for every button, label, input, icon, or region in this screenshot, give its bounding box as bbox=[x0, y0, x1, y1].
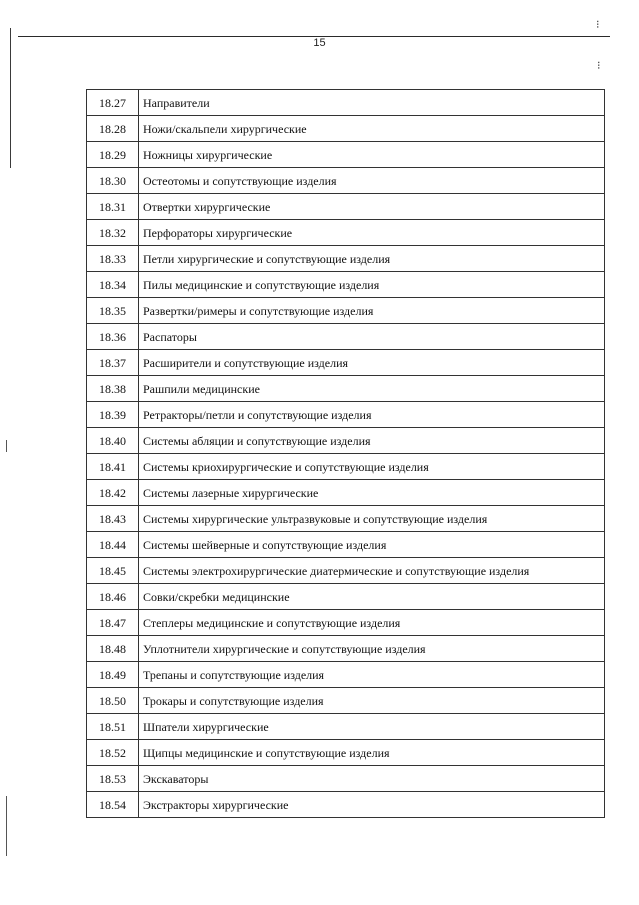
table-row bbox=[87, 168, 605, 194]
table-row bbox=[87, 480, 605, 506]
item-name: Системы шейверные и сопутствующие изделия bbox=[139, 532, 605, 558]
item-code: 18.38 bbox=[87, 376, 139, 402]
item-code: 18.48 bbox=[87, 636, 139, 662]
table-row bbox=[87, 558, 605, 584]
table-row bbox=[87, 636, 605, 662]
item-name: Ножницы хирургические bbox=[139, 142, 605, 168]
item-code: 18.30 bbox=[87, 168, 139, 194]
item-name: Направители bbox=[139, 90, 605, 116]
item-code: 18.51 bbox=[87, 714, 139, 740]
scan-mark: ⁝ bbox=[597, 60, 601, 72]
item-name: Трепаны и сопутствующие изделия bbox=[139, 662, 605, 688]
item-code: 18.43 bbox=[87, 506, 139, 532]
table-row bbox=[87, 402, 605, 428]
left-margin-line bbox=[10, 28, 11, 168]
item-code: 18.32 bbox=[87, 220, 139, 246]
item-name: Системы хирургические ультразвуковые и сопутствующие изделия bbox=[139, 506, 605, 532]
item-name: Перфораторы хирургические bbox=[139, 220, 605, 246]
item-name: Отвертки хирургические bbox=[139, 194, 605, 220]
item-code: 18.52 bbox=[87, 740, 139, 766]
table-row bbox=[87, 194, 605, 220]
table-row bbox=[87, 610, 605, 636]
item-name: Степлеры медицинские и сопутствующие изделия bbox=[139, 610, 605, 636]
item-code: 18.37 bbox=[87, 350, 139, 376]
item-name: Щипцы медицинские и сопутствующие изделия bbox=[139, 740, 605, 766]
table-row bbox=[87, 90, 605, 116]
item-code: 18.50 bbox=[87, 688, 139, 714]
item-code: 18.47 bbox=[87, 610, 139, 636]
table-row bbox=[87, 324, 605, 350]
item-name: Системы криохирургические и сопутствующие изделия bbox=[139, 454, 605, 480]
item-code: 18.27 bbox=[87, 90, 139, 116]
table-row bbox=[87, 272, 605, 298]
item-code: 18.31 bbox=[87, 194, 139, 220]
table-row bbox=[87, 428, 605, 454]
table-row bbox=[87, 142, 605, 168]
item-code: 18.29 bbox=[87, 142, 139, 168]
table-row bbox=[87, 766, 605, 792]
table-row bbox=[87, 220, 605, 246]
item-name: Петли хирургические и сопутствующие изделия bbox=[139, 246, 605, 272]
table-row bbox=[87, 116, 605, 142]
items-table bbox=[86, 89, 605, 818]
item-name: Остеотомы и сопутствующие изделия bbox=[139, 168, 605, 194]
left-margin-mark bbox=[6, 440, 7, 452]
item-name: Шпатели хирургические bbox=[139, 714, 605, 740]
item-name: Ретракторы/петли и сопутствующие изделия bbox=[139, 402, 605, 428]
table-row bbox=[87, 532, 605, 558]
scan-mark: ⁝ bbox=[596, 19, 600, 31]
table-row bbox=[87, 454, 605, 480]
item-code: 18.54 bbox=[87, 792, 139, 818]
item-name: Рашпили медицинские bbox=[139, 376, 605, 402]
item-name: Развертки/римеры и сопутствующие изделия bbox=[139, 298, 605, 324]
item-code: 18.44 bbox=[87, 532, 139, 558]
page-number: 15 bbox=[313, 37, 326, 49]
item-code: 18.46 bbox=[87, 584, 139, 610]
table-row bbox=[87, 506, 605, 532]
item-code: 18.36 bbox=[87, 324, 139, 350]
item-name: Системы лазерные хирургические bbox=[139, 480, 605, 506]
table-row bbox=[87, 350, 605, 376]
table-row bbox=[87, 792, 605, 818]
item-name: Совки/скребки медицинские bbox=[139, 584, 605, 610]
table-row bbox=[87, 662, 605, 688]
table-row bbox=[87, 376, 605, 402]
item-code: 18.28 bbox=[87, 116, 139, 142]
item-code: 18.45 bbox=[87, 558, 139, 584]
item-name: Распаторы bbox=[139, 324, 605, 350]
item-name: Экскаваторы bbox=[139, 766, 605, 792]
item-code: 18.40 bbox=[87, 428, 139, 454]
table-row bbox=[87, 298, 605, 324]
table-row bbox=[87, 246, 605, 272]
item-name: Системы абляции и сопутствующие изделия bbox=[139, 428, 605, 454]
item-name: Уплотнители хирургические и сопутствующие изделия bbox=[139, 636, 605, 662]
item-name: Ножи/скальпели хирургические bbox=[139, 116, 605, 142]
item-code: 18.39 bbox=[87, 402, 139, 428]
item-name: Системы электрохирургические диатермические и сопутствующие изделия bbox=[139, 558, 605, 584]
item-name: Экстракторы хирургические bbox=[139, 792, 605, 818]
item-name: Трокары и сопутствующие изделия bbox=[139, 688, 605, 714]
item-code: 18.42 bbox=[87, 480, 139, 506]
item-code: 18.49 bbox=[87, 662, 139, 688]
item-name: Пилы медицинские и сопутствующие изделия bbox=[139, 272, 605, 298]
item-code: 18.34 bbox=[87, 272, 139, 298]
item-code: 18.41 bbox=[87, 454, 139, 480]
table-row bbox=[87, 714, 605, 740]
table-row bbox=[87, 740, 605, 766]
left-margin-mark bbox=[6, 796, 7, 856]
item-code: 18.33 bbox=[87, 246, 139, 272]
items-table-body bbox=[87, 90, 605, 818]
item-code: 18.35 bbox=[87, 298, 139, 324]
table-row bbox=[87, 688, 605, 714]
item-code: 18.53 bbox=[87, 766, 139, 792]
table-row bbox=[87, 584, 605, 610]
item-name: Расширители и сопутствующие изделия bbox=[139, 350, 605, 376]
